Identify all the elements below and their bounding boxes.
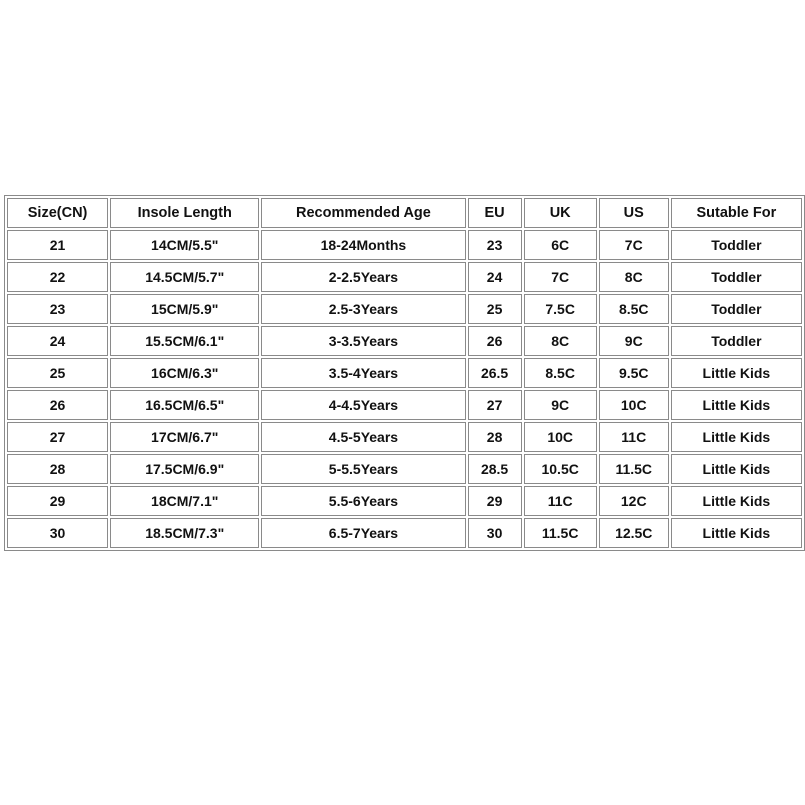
cell-suitable-for: Little Kids <box>671 390 802 420</box>
cell-insole-length: 15CM/5.9" <box>110 294 259 324</box>
cell-eu: 30 <box>468 518 522 548</box>
cell-eu: 27 <box>468 390 522 420</box>
cell-eu: 26 <box>468 326 522 356</box>
size-chart-body <box>7 198 802 548</box>
header-insole-length: Insole Length <box>110 198 259 228</box>
cell-size-cn: 30 <box>7 518 108 548</box>
cell-uk: 8C <box>524 326 597 356</box>
cell-insole-length: 14.5CM/5.7" <box>110 262 259 292</box>
table-row <box>7 262 802 292</box>
header-uk: UK <box>524 198 597 228</box>
cell-recommended-age: 3.5-4Years <box>261 358 465 388</box>
table-row <box>7 454 802 484</box>
cell-suitable-for: Little Kids <box>671 358 802 388</box>
cell-size-cn: 26 <box>7 390 108 420</box>
cell-size-cn: 23 <box>7 294 108 324</box>
cell-size-cn: 29 <box>7 486 108 516</box>
cell-suitable-for: Little Kids <box>671 518 802 548</box>
cell-recommended-age: 2.5-3Years <box>261 294 465 324</box>
cell-size-cn: 27 <box>7 422 108 452</box>
header-eu: EU <box>468 198 522 228</box>
table-row <box>7 486 802 516</box>
cell-us: 11C <box>599 422 669 452</box>
cell-uk: 11C <box>524 486 597 516</box>
cell-uk: 6C <box>524 230 597 260</box>
cell-eu: 24 <box>468 262 522 292</box>
cell-suitable-for: Toddler <box>671 230 802 260</box>
cell-us: 7C <box>599 230 669 260</box>
cell-us: 9C <box>599 326 669 356</box>
cell-us: 12C <box>599 486 669 516</box>
cell-suitable-for: Little Kids <box>671 454 802 484</box>
cell-uk: 11.5C <box>524 518 597 548</box>
cell-size-cn: 25 <box>7 358 108 388</box>
cell-suitable-for: Little Kids <box>671 486 802 516</box>
cell-size-cn: 28 <box>7 454 108 484</box>
cell-uk: 10C <box>524 422 597 452</box>
table-row <box>7 230 802 260</box>
cell-us: 12.5C <box>599 518 669 548</box>
table-row <box>7 390 802 420</box>
size-chart-table <box>4 195 805 551</box>
cell-eu: 26.5 <box>468 358 522 388</box>
cell-suitable-for: Toddler <box>671 294 802 324</box>
cell-recommended-age: 4.5-5Years <box>261 422 465 452</box>
table-row <box>7 518 802 548</box>
cell-insole-length: 15.5CM/6.1" <box>110 326 259 356</box>
cell-recommended-age: 4-4.5Years <box>261 390 465 420</box>
cell-recommended-age: 2-2.5Years <box>261 262 465 292</box>
header-row <box>7 198 802 228</box>
cell-us: 10C <box>599 390 669 420</box>
cell-insole-length: 17.5CM/6.9" <box>110 454 259 484</box>
cell-size-cn: 22 <box>7 262 108 292</box>
cell-recommended-age: 3-3.5Years <box>261 326 465 356</box>
cell-insole-length: 18CM/7.1" <box>110 486 259 516</box>
table-row <box>7 294 802 324</box>
cell-recommended-age: 5.5-6Years <box>261 486 465 516</box>
cell-eu: 23 <box>468 230 522 260</box>
cell-us: 11.5C <box>599 454 669 484</box>
cell-size-cn: 21 <box>7 230 108 260</box>
header-us: US <box>599 198 669 228</box>
cell-suitable-for: Toddler <box>671 262 802 292</box>
cell-recommended-age: 6.5-7Years <box>261 518 465 548</box>
cell-insole-length: 17CM/6.7" <box>110 422 259 452</box>
cell-recommended-age: 5-5.5Years <box>261 454 465 484</box>
table-row <box>7 422 802 452</box>
cell-size-cn: 24 <box>7 326 108 356</box>
cell-uk: 7C <box>524 262 597 292</box>
cell-recommended-age: 18-24Months <box>261 230 465 260</box>
cell-insole-length: 14CM/5.5" <box>110 230 259 260</box>
cell-uk: 8.5C <box>524 358 597 388</box>
header-size-cn: Size(CN) <box>7 198 108 228</box>
cell-eu: 25 <box>468 294 522 324</box>
header-recommended-age: Recommended Age <box>261 198 465 228</box>
cell-suitable-for: Toddler <box>671 326 802 356</box>
table-row <box>7 326 802 356</box>
cell-us: 9.5C <box>599 358 669 388</box>
cell-uk: 10.5C <box>524 454 597 484</box>
cell-eu: 29 <box>468 486 522 516</box>
table-row <box>7 358 802 388</box>
cell-eu: 28.5 <box>468 454 522 484</box>
cell-insole-length: 18.5CM/7.3" <box>110 518 259 548</box>
cell-insole-length: 16.5CM/6.5" <box>110 390 259 420</box>
cell-eu: 28 <box>468 422 522 452</box>
cell-insole-length: 16CM/6.3" <box>110 358 259 388</box>
cell-uk: 9C <box>524 390 597 420</box>
cell-us: 8C <box>599 262 669 292</box>
cell-uk: 7.5C <box>524 294 597 324</box>
header-suitable-for: Sutable For <box>671 198 802 228</box>
cell-us: 8.5C <box>599 294 669 324</box>
cell-suitable-for: Little Kids <box>671 422 802 452</box>
